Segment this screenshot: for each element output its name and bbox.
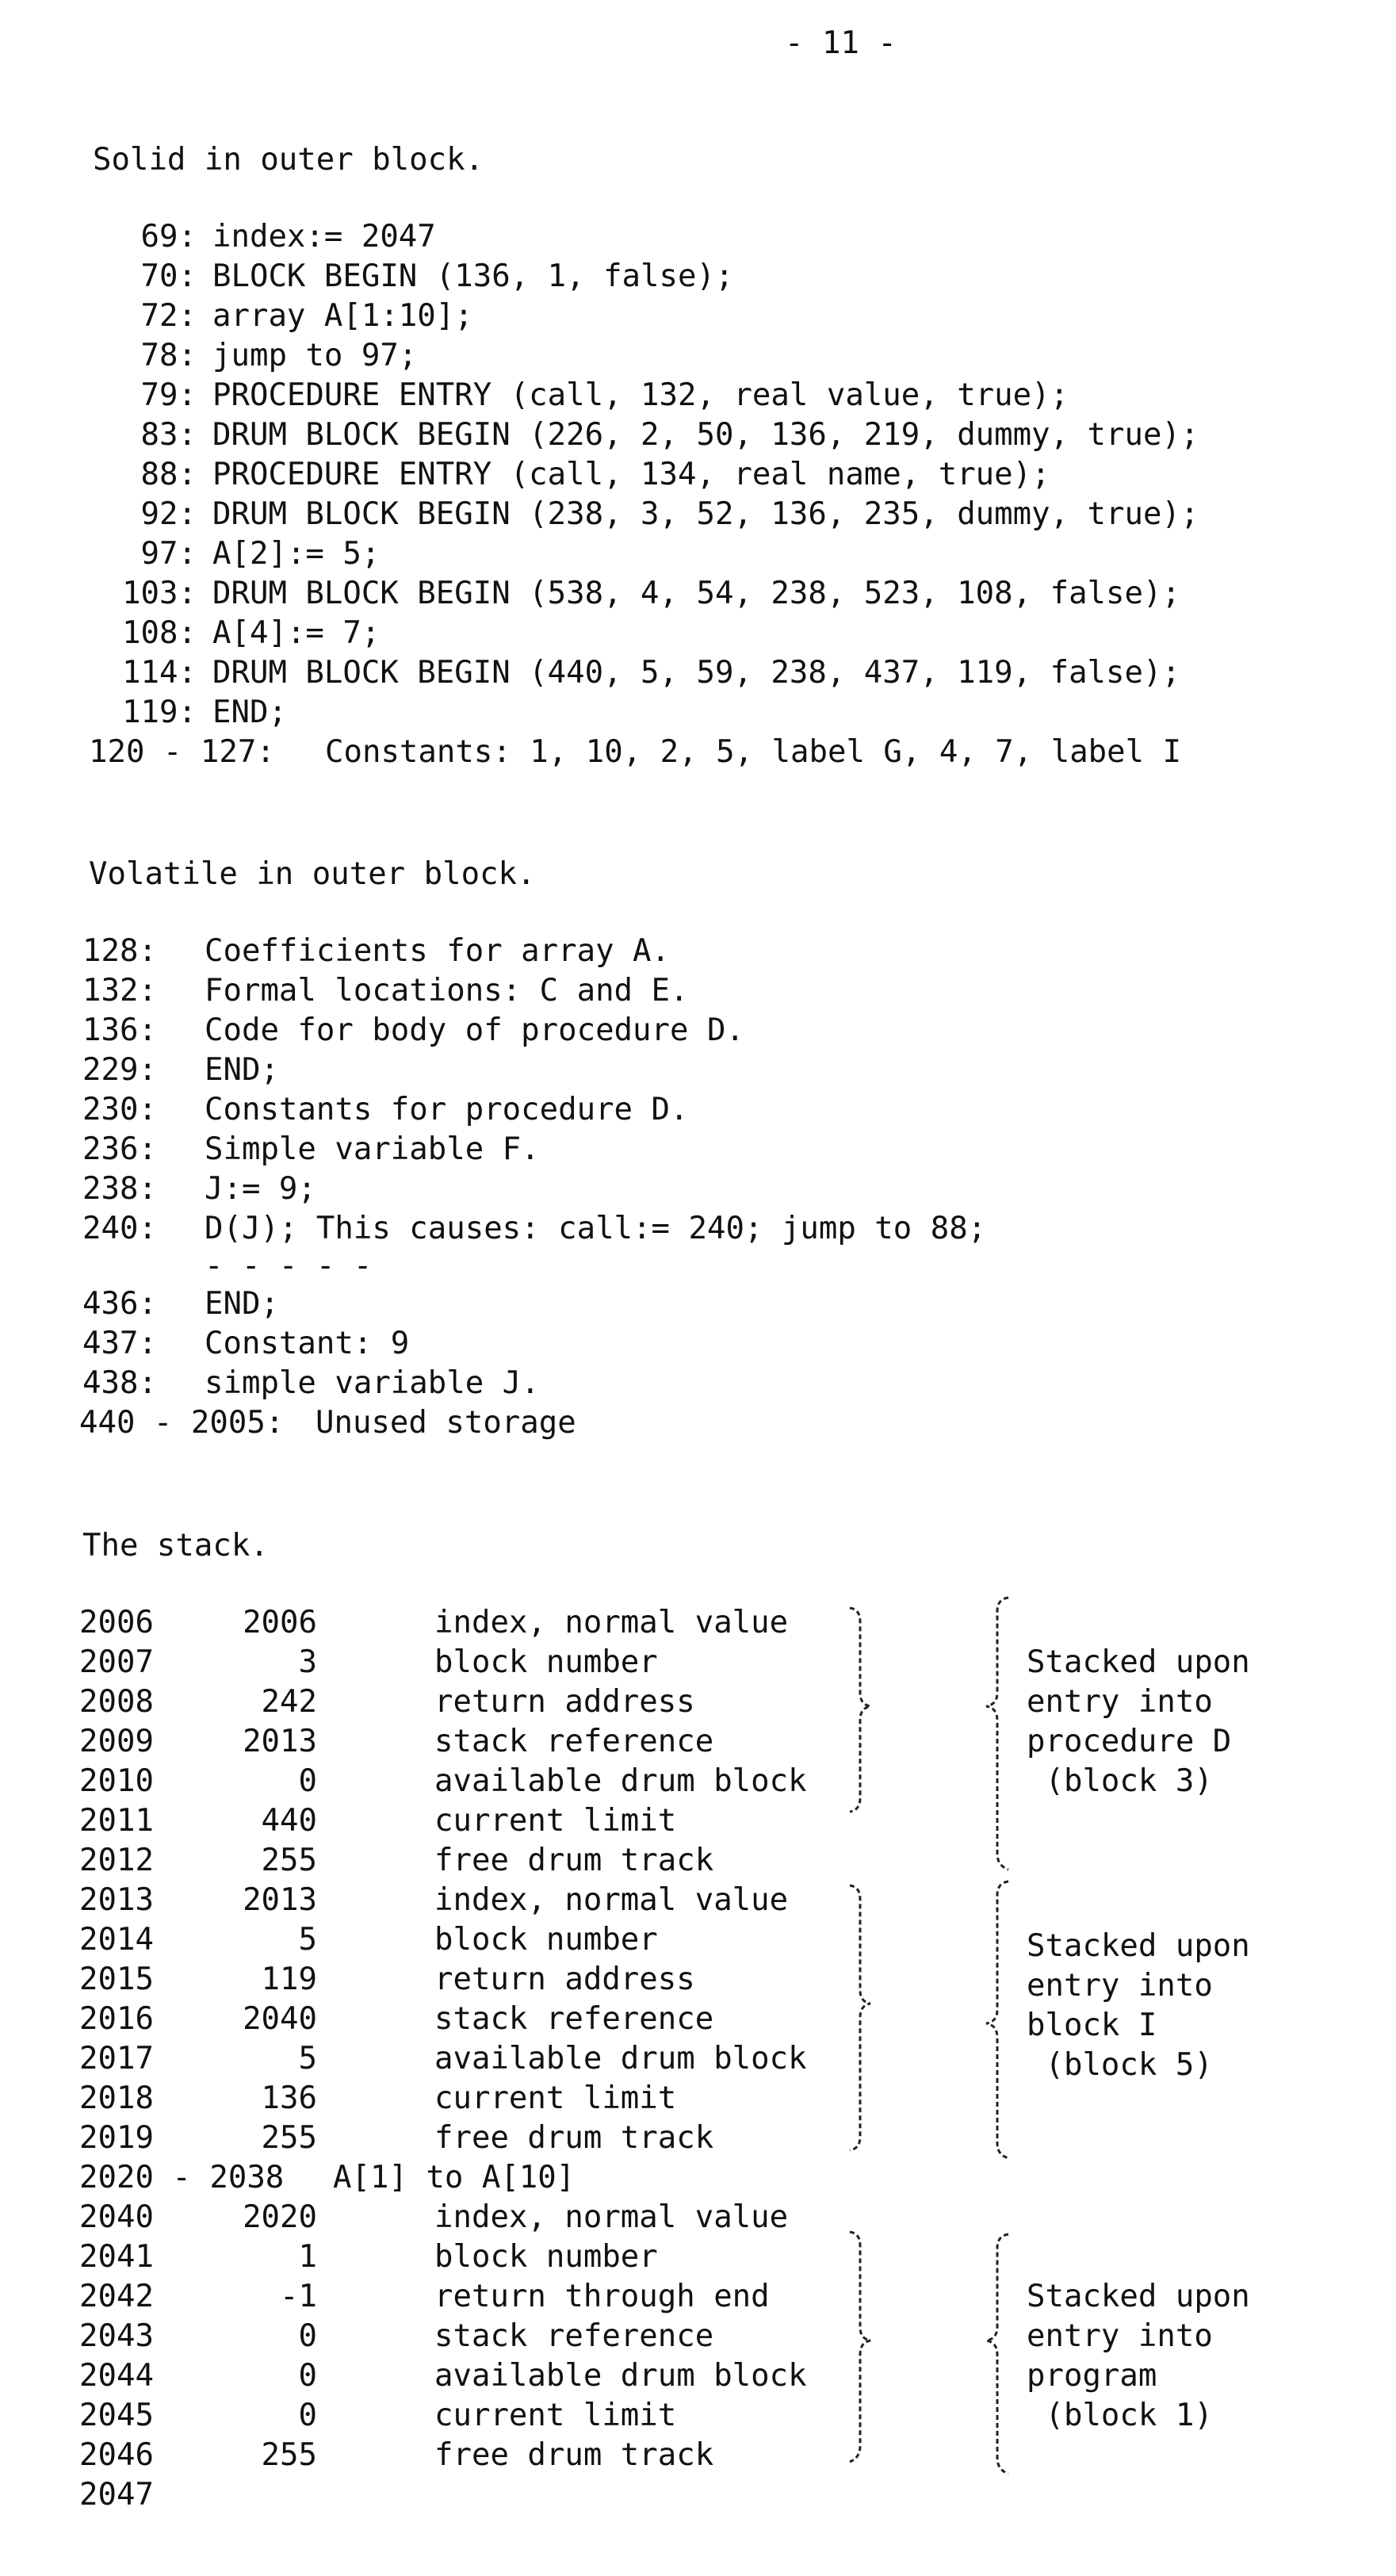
stack-address: 2013 (79, 1882, 154, 1918)
stack-value: 2013 (243, 1882, 317, 1918)
stack-description: return through end (434, 2279, 770, 2314)
stack-value: 242 (261, 1684, 317, 1720)
stack-annotation-line: entry into (1027, 1968, 1213, 2004)
solid-line-text: DRUM BLOCK BEGIN (440, 5, 59, 238, 437, 119, false); (212, 655, 1180, 691)
stack-address: 2045 (79, 2398, 154, 2433)
volatile-line-text: END; (205, 1052, 279, 1088)
volatile-line-text: D(J); This causes: call:= 240; jump to 88; (205, 1211, 987, 1246)
stack-address: 2006 (79, 1605, 154, 1640)
stack-value: 1 (298, 2239, 317, 2275)
stack-description: available drum block (434, 1763, 807, 1799)
volatile-line-number: 437: (82, 1326, 157, 1361)
volatile-line-text: Constants for procedure D. (205, 1092, 689, 1127)
volatile-line-number: 436: (82, 1286, 157, 1322)
stack-value: 440 (261, 1803, 317, 1839)
solid-line-number: 103: (122, 576, 197, 611)
solid-line-text: A[4]:= 7; (212, 615, 381, 651)
stack-address: 2047 (79, 2477, 154, 2513)
volatile-line-number: 440 - 2005: (79, 1405, 285, 1441)
volatile-line-number: 229: (82, 1052, 157, 1088)
volatile-line-number: 240: (82, 1211, 157, 1246)
stack-description: stack reference (434, 2001, 714, 2037)
solid-line-text: BLOCK BEGIN (136, 1, false); (212, 258, 734, 294)
stack-description: return address (434, 1684, 695, 1720)
solid-line-text: DRUM BLOCK BEGIN (538, 4, 54, 238, 523, 108, false); (212, 576, 1180, 611)
volatile-line-text: simple variable J. (205, 1365, 540, 1401)
stack-annotation-line: Stacked upon (1027, 1928, 1250, 1964)
stack-description: index, normal value (434, 1605, 789, 1640)
stack-value: -1 (280, 2279, 317, 2314)
stack-value: 0 (298, 2318, 317, 2354)
volatile-heading: Volatile in outer block. (89, 856, 536, 892)
brace-left-1 (986, 1598, 1008, 1870)
stack-description: current limit (434, 2398, 677, 2433)
solid-line-number: 108: (122, 615, 197, 651)
volatile-line-number: 132: (82, 973, 157, 1009)
stack-description: free drum track (434, 1843, 714, 1878)
solid-line-text: Constants: 1, 10, 2, 5, label G, 4, 7, label I (325, 734, 1182, 770)
volatile-line-text: J:= 9; (205, 1171, 316, 1207)
solid-line-number: 119: (122, 695, 197, 730)
stack-address: 2014 (79, 1922, 154, 1958)
stack-address: 2041 (79, 2239, 154, 2275)
stack-value: 2040 (243, 2001, 317, 2037)
stack-value: 5 (298, 2041, 317, 2076)
volatile-line-number: 136: (82, 1012, 157, 1048)
solid-line-number: 120 - 127: (89, 734, 275, 770)
solid-line-number: 70: (140, 258, 197, 294)
brace-left-3 (986, 2234, 1008, 2474)
solid-line-text: index:= 2047 (212, 219, 436, 255)
stack-annotation-line: (block 3) (1027, 1763, 1213, 1799)
stack-description: A[1] to A[10] (333, 2160, 576, 2195)
solid-line-number: 97: (140, 536, 197, 572)
stack-description: return address (434, 1962, 695, 1997)
volatile-separator: - - - - - (205, 1248, 373, 1284)
stack-annotation-line: entry into (1027, 1684, 1213, 1720)
stack-value: 136 (261, 2080, 317, 2116)
stack-annotation-line: (block 5) (1027, 2047, 1213, 2083)
solid-line-number: 79: (140, 377, 197, 413)
stack-value: 3 (298, 1644, 317, 1680)
stack-annotation-line: block I (1027, 2008, 1157, 2043)
stack-value: 5 (298, 1922, 317, 1958)
stack-address: 2011 (79, 1803, 154, 1839)
stack-annotation-line: Stacked upon (1027, 1644, 1250, 1680)
stack-description: free drum track (434, 2120, 714, 2156)
solid-line-text: DRUM BLOCK BEGIN (226, 2, 50, 136, 219, dummy, true); (212, 417, 1199, 453)
stack-address: 2044 (79, 2358, 154, 2394)
stack-address: 2043 (79, 2318, 154, 2354)
volatile-line-text: Constant: 9 (205, 1326, 410, 1361)
solid-line-number: 72: (140, 298, 197, 334)
stack-address: 2042 (79, 2279, 154, 2314)
volatile-line-number: 238: (82, 1171, 157, 1207)
brace-right-1 (850, 1608, 870, 1812)
stack-description: available drum block (434, 2358, 807, 2394)
volatile-line-text: Unused storage (316, 1405, 576, 1441)
stack-value: 2020 (243, 2199, 317, 2235)
solid-heading: Solid in outer block. (93, 142, 484, 178)
solid-line-text: array A[1:10]; (212, 298, 473, 334)
solid-line-number: 78: (140, 338, 197, 373)
stack-address: 2008 (79, 1684, 154, 1720)
volatile-line-text: Coefficients for array A. (205, 933, 670, 969)
stack-value: 2006 (243, 1605, 317, 1640)
stack-description: stack reference (434, 2318, 714, 2354)
solid-line-text: A[2]:= 5; (212, 536, 381, 572)
stack-description: stack reference (434, 1724, 714, 1759)
stack-value: 255 (261, 1843, 317, 1878)
stack-heading: The stack. (82, 1528, 269, 1564)
stack-value: 2013 (243, 1724, 317, 1759)
solid-line-number: 83: (140, 417, 197, 453)
stack-address: 2009 (79, 1724, 154, 1759)
stack-value: 0 (298, 2358, 317, 2394)
solid-line-text: PROCEDURE ENTRY (call, 132, real value, true); (212, 377, 1069, 413)
volatile-line-text: Formal locations: C and E. (205, 973, 689, 1009)
brace-right-3 (850, 2232, 870, 2462)
stack-annotation-line: Stacked upon (1027, 2279, 1250, 2314)
stack-description: block number (434, 1922, 658, 1958)
stack-annotation-line: program (1027, 2358, 1157, 2394)
stack-value: 255 (261, 2120, 317, 2156)
stack-value: 255 (261, 2437, 317, 2473)
stack-value: 119 (261, 1962, 317, 1997)
stack-description: block number (434, 1644, 658, 1680)
stack-address: 2018 (79, 2080, 154, 2116)
brace-left-2 (986, 1881, 1008, 2158)
stack-description: current limit (434, 1803, 677, 1839)
stack-address: 2012 (79, 1843, 154, 1878)
volatile-line-text: Simple variable F. (205, 1131, 540, 1167)
page-number: - 11 - (785, 25, 897, 61)
stack-address: 2040 (79, 2199, 154, 2235)
solid-line-number: 88: (140, 457, 197, 492)
stack-description: index, normal value (434, 2199, 789, 2235)
stack-address: 2015 (79, 1962, 154, 1997)
stack-description: block number (434, 2239, 658, 2275)
volatile-line-number: 438: (82, 1365, 157, 1401)
solid-line-number: 69: (140, 219, 197, 255)
solid-line-text: PROCEDURE ENTRY (call, 134, real name, true); (212, 457, 1050, 492)
stack-value: 0 (298, 1763, 317, 1799)
stack-description: available drum block (434, 2041, 807, 2076)
stack-annotation-line: procedure D (1027, 1724, 1232, 1759)
stack-description: current limit (434, 2080, 677, 2116)
stack-description: free drum track (434, 2437, 714, 2473)
volatile-line-number: 236: (82, 1131, 157, 1167)
stack-address: 2007 (79, 1644, 154, 1680)
volatile-line-number: 230: (82, 1092, 157, 1127)
stack-address: 2019 (79, 2120, 154, 2156)
stack-annotation-line: entry into (1027, 2318, 1213, 2354)
volatile-line-text: Code for body of procedure D. (205, 1012, 744, 1048)
volatile-line-number: 128: (82, 933, 157, 969)
stack-value: 0 (298, 2398, 317, 2433)
stack-address: 2046 (79, 2437, 154, 2473)
brace-right-2 (850, 1885, 870, 2150)
volatile-line-text: END; (205, 1286, 279, 1322)
solid-line-number: 92: (140, 496, 197, 532)
solid-line-number: 114: (122, 655, 197, 691)
stack-address: 2016 (79, 2001, 154, 2037)
stack-address: 2010 (79, 1763, 154, 1799)
stack-annotation-line: (block 1) (1027, 2398, 1213, 2433)
solid-line-text: END; (212, 695, 287, 730)
stack-description: index, normal value (434, 1882, 789, 1918)
solid-line-text: DRUM BLOCK BEGIN (238, 3, 52, 136, 235, dummy, true); (212, 496, 1199, 532)
solid-line-text: jump to 97; (212, 338, 418, 373)
stack-address: 2020 - 2038 (79, 2160, 285, 2195)
stack-address: 2017 (79, 2041, 154, 2076)
